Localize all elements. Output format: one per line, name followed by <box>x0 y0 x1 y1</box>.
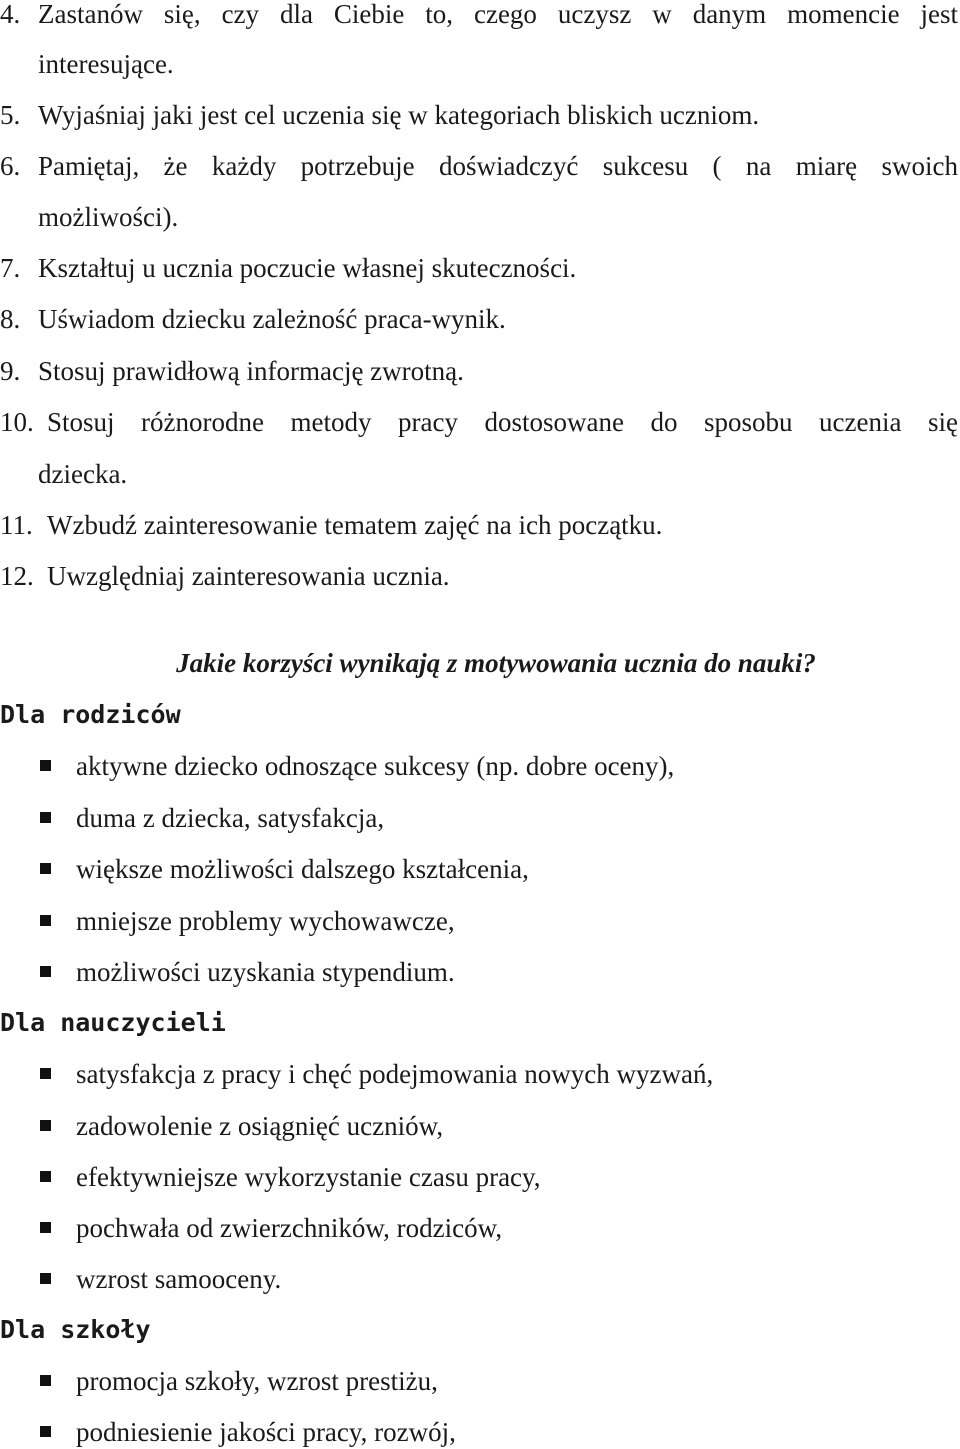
list-item-text: Wzbudź zainteresowanie tematem zajęć na ich początku. <box>47 510 663 540</box>
list-item-text: dziecka. <box>38 459 128 489</box>
bullet-text: duma z dziecka, satysfakcja, <box>76 803 385 833</box>
bullet-text: satysfakcja z pracy i chęć podejmowania nowych wyzwań, <box>76 1059 714 1089</box>
square-bullet-icon <box>40 863 51 874</box>
list-item-text: Pamiętaj, że każdy potrzebuje doświadczyć sukcesu ( na miarę swoich <box>38 151 958 181</box>
list-item-text: możliwości). <box>38 202 179 232</box>
list-item-text: Wyjaśniaj jaki jest cel uczenia się w kategoriach bliskich uczniom. <box>38 100 760 130</box>
list-item-number: 5. <box>0 100 21 130</box>
list-item-text: Zastanów się, czy dla Ciebie to, czego uczysz w danym momencie jest <box>38 0 958 29</box>
square-bullet-icon <box>40 1426 51 1437</box>
bullet-text: pochwała od zwierzchników, rodziców, <box>76 1213 503 1243</box>
square-bullet-icon <box>40 1068 51 1079</box>
bullet-text: aktywne dziecko odnoszące sukcesy (np. dobre oceny), <box>76 751 675 781</box>
bullet-text: zadowolenie z osiągnięć uczniów, <box>76 1111 444 1141</box>
square-bullet-icon <box>40 760 51 771</box>
list-item-text: Kształtuj u ucznia poczucie własnej skuteczności. <box>38 253 577 283</box>
square-bullet-icon <box>40 1273 51 1284</box>
list-item-number: 8. <box>0 304 21 334</box>
section-title-school: Dla szkoły <box>0 1315 151 1344</box>
bullet-text: podniesienie jakości pracy, rozwój, <box>76 1417 456 1447</box>
list-item-number: 12. <box>0 561 34 591</box>
list-item <box>0 0 960 31</box>
bullet-text: mniejsze problemy wychowawcze, <box>76 906 455 936</box>
square-bullet-icon <box>40 1222 51 1233</box>
square-bullet-icon <box>40 812 51 823</box>
section-title-parents: Dla rodziców <box>0 700 181 729</box>
list-item-text: interesujące. <box>38 49 174 79</box>
list-item-number: 11. <box>0 510 33 540</box>
list-item-text: Stosuj różnorodne metody pracy dostosowane do sposobu uczenia się <box>47 407 958 437</box>
square-bullet-icon <box>40 1120 51 1131</box>
list-item-text: Stosuj prawidłową informację zwrotną. <box>38 356 464 386</box>
list-item-number: 6. <box>0 151 21 181</box>
list-item-number: 4. <box>0 0 21 29</box>
section-title-teachers: Dla nauczycieli <box>0 1008 226 1037</box>
list-item-text: Uświadom dziecku zależność praca-wynik. <box>38 304 506 334</box>
square-bullet-icon <box>40 1375 51 1386</box>
list-item-text: Uwzględniaj zainteresowania ucznia. <box>47 561 450 591</box>
square-bullet-icon <box>40 1171 51 1182</box>
square-bullet-icon <box>40 915 51 926</box>
bullet-text: efektywniejsze wykorzystanie czasu pracy, <box>76 1162 541 1192</box>
square-bullet-icon <box>40 966 51 977</box>
list-item-number: 7. <box>0 253 21 283</box>
bullet-text: promocja szkoły, wzrost prestiżu, <box>76 1366 438 1396</box>
list-item-number: 10. <box>0 407 34 437</box>
bullet-text: możliwości uzyskania stypendium. <box>76 957 455 987</box>
bullet-text: większe możliwości dalszego kształcenia, <box>76 854 529 884</box>
question-heading: Jakie korzyści wynikają z motywowania ucznia do nauki? <box>176 648 816 678</box>
list-item <box>0 149 960 183</box>
list-item <box>0 405 960 439</box>
bullet-text: wzrost samooceny. <box>76 1264 282 1294</box>
list-item-number: 9. <box>0 356 21 386</box>
